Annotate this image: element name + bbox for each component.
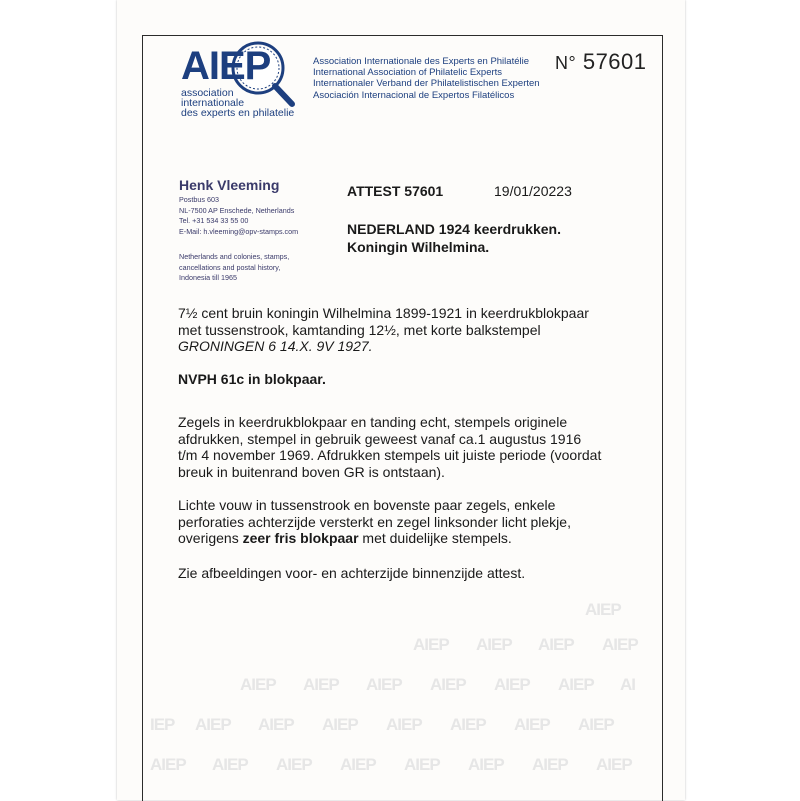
watermark-logo: IEP <box>150 715 175 734</box>
watermark-logo: AIEP <box>322 715 358 734</box>
watermark-logo: AIEP <box>596 755 632 774</box>
watermark-logo: AIEP <box>413 635 449 654</box>
logo-mark: AIEP <box>181 44 271 88</box>
watermark-logo: AI <box>620 675 635 694</box>
watermark-logo: AIEP <box>468 755 504 774</box>
watermark-logo: AIEP <box>450 715 486 734</box>
watermark-logo: AIEP <box>404 755 440 774</box>
watermark-logo: AIEP <box>532 755 568 774</box>
authenticity-paragraph: Zegels in keerdrukblokpaar en tanding echt, stempels originele afdrukken, stempel in gebruik geweest vanaf ca.1 augustus 1916 t/m 4 november 1969. Afdrukken stempels uit juiste periode (voordat breuk in buitenrand boven GR is ontstaan). <box>178 414 602 480</box>
watermark-logo: AIEP <box>494 675 530 694</box>
dealer-address: Postbus 603 NL-7500 AP Enschede, Netherlands Tel. +31 534 33 55 00 E-Mail: h.vleeming@opv-stamps.com <box>179 195 299 236</box>
condition-paragraph: Lichte vouw in tussenstrook en bovenste paar zegels, enkele perforaties achterzijde versterkt en zegel linksonder licht plekje, overigens zeer fris blokpaar met duidelijke stempels. <box>178 497 571 546</box>
watermark-logo: AIEP <box>276 755 312 774</box>
catalogue-reference: NVPH 61c in blokpaar. <box>178 371 326 387</box>
watermark-logo: AIEP <box>514 715 550 734</box>
association-name: Association Internationale des Experts en Philatélie <box>313 56 529 67</box>
watermark-logo: AIEP <box>240 675 276 694</box>
watermark-logo: AIEP <box>538 635 574 654</box>
watermark-logo: AIEP <box>386 715 422 734</box>
association-name: International Association of Philatelic Experts <box>313 67 503 79</box>
watermark-logo: AIEP <box>602 635 638 654</box>
watermark-logo: AIEP <box>558 675 594 694</box>
watermark-logo: AIEP <box>258 715 294 734</box>
watermark-logo: AIEP <box>476 635 512 654</box>
description-paragraph: 7½ cent bruin koningin Wilhelmina 1899-1921 in keerdrukblokpaar met tussenstrook, kamtanding 12½, met korte balkstempel GRONINGEN 6 14.X. 9V 1927. <box>178 305 589 354</box>
watermark-logo: AIEP <box>195 715 231 734</box>
watermark-logo: AIEP <box>150 755 186 774</box>
watermark-logo: AIEP <box>585 600 621 619</box>
watermark-logo: AIEP <box>340 755 376 774</box>
attest-heading: NEDERLAND 1924 keerdrukken. Koningin Wilhelmina. <box>347 221 561 255</box>
watermark-logo: AIEP <box>212 755 248 774</box>
association-name: Internationaler Verband der Philatelistischen Experten <box>313 78 540 90</box>
association-names <box>313 56 540 101</box>
attest-title: ATTEST 57601 <box>347 183 444 199</box>
attest-date: 19/01/20223 <box>494 183 572 199</box>
certificate-number: N° 57601 <box>555 49 647 74</box>
watermark-logo: AIEP <box>303 675 339 694</box>
images-note: Zie afbeeldingen voor- en achterzijde binnenzijde attest. <box>178 565 526 581</box>
watermark-logo: AIEP <box>366 675 402 694</box>
watermark-logo: AIEP <box>578 715 614 734</box>
dealer-description: Netherlands and colonies, stamps, cancellations and postal history, Indonesia till 1965 <box>179 252 290 283</box>
watermark-logo: AIEP <box>430 675 466 694</box>
association-name: Asociación Internacional de Expertos Filatélicos <box>313 89 515 101</box>
logo-subtitle: association internationale des experts en philatelie <box>181 87 295 119</box>
dealer-name: Henk Vleeming <box>179 177 280 193</box>
